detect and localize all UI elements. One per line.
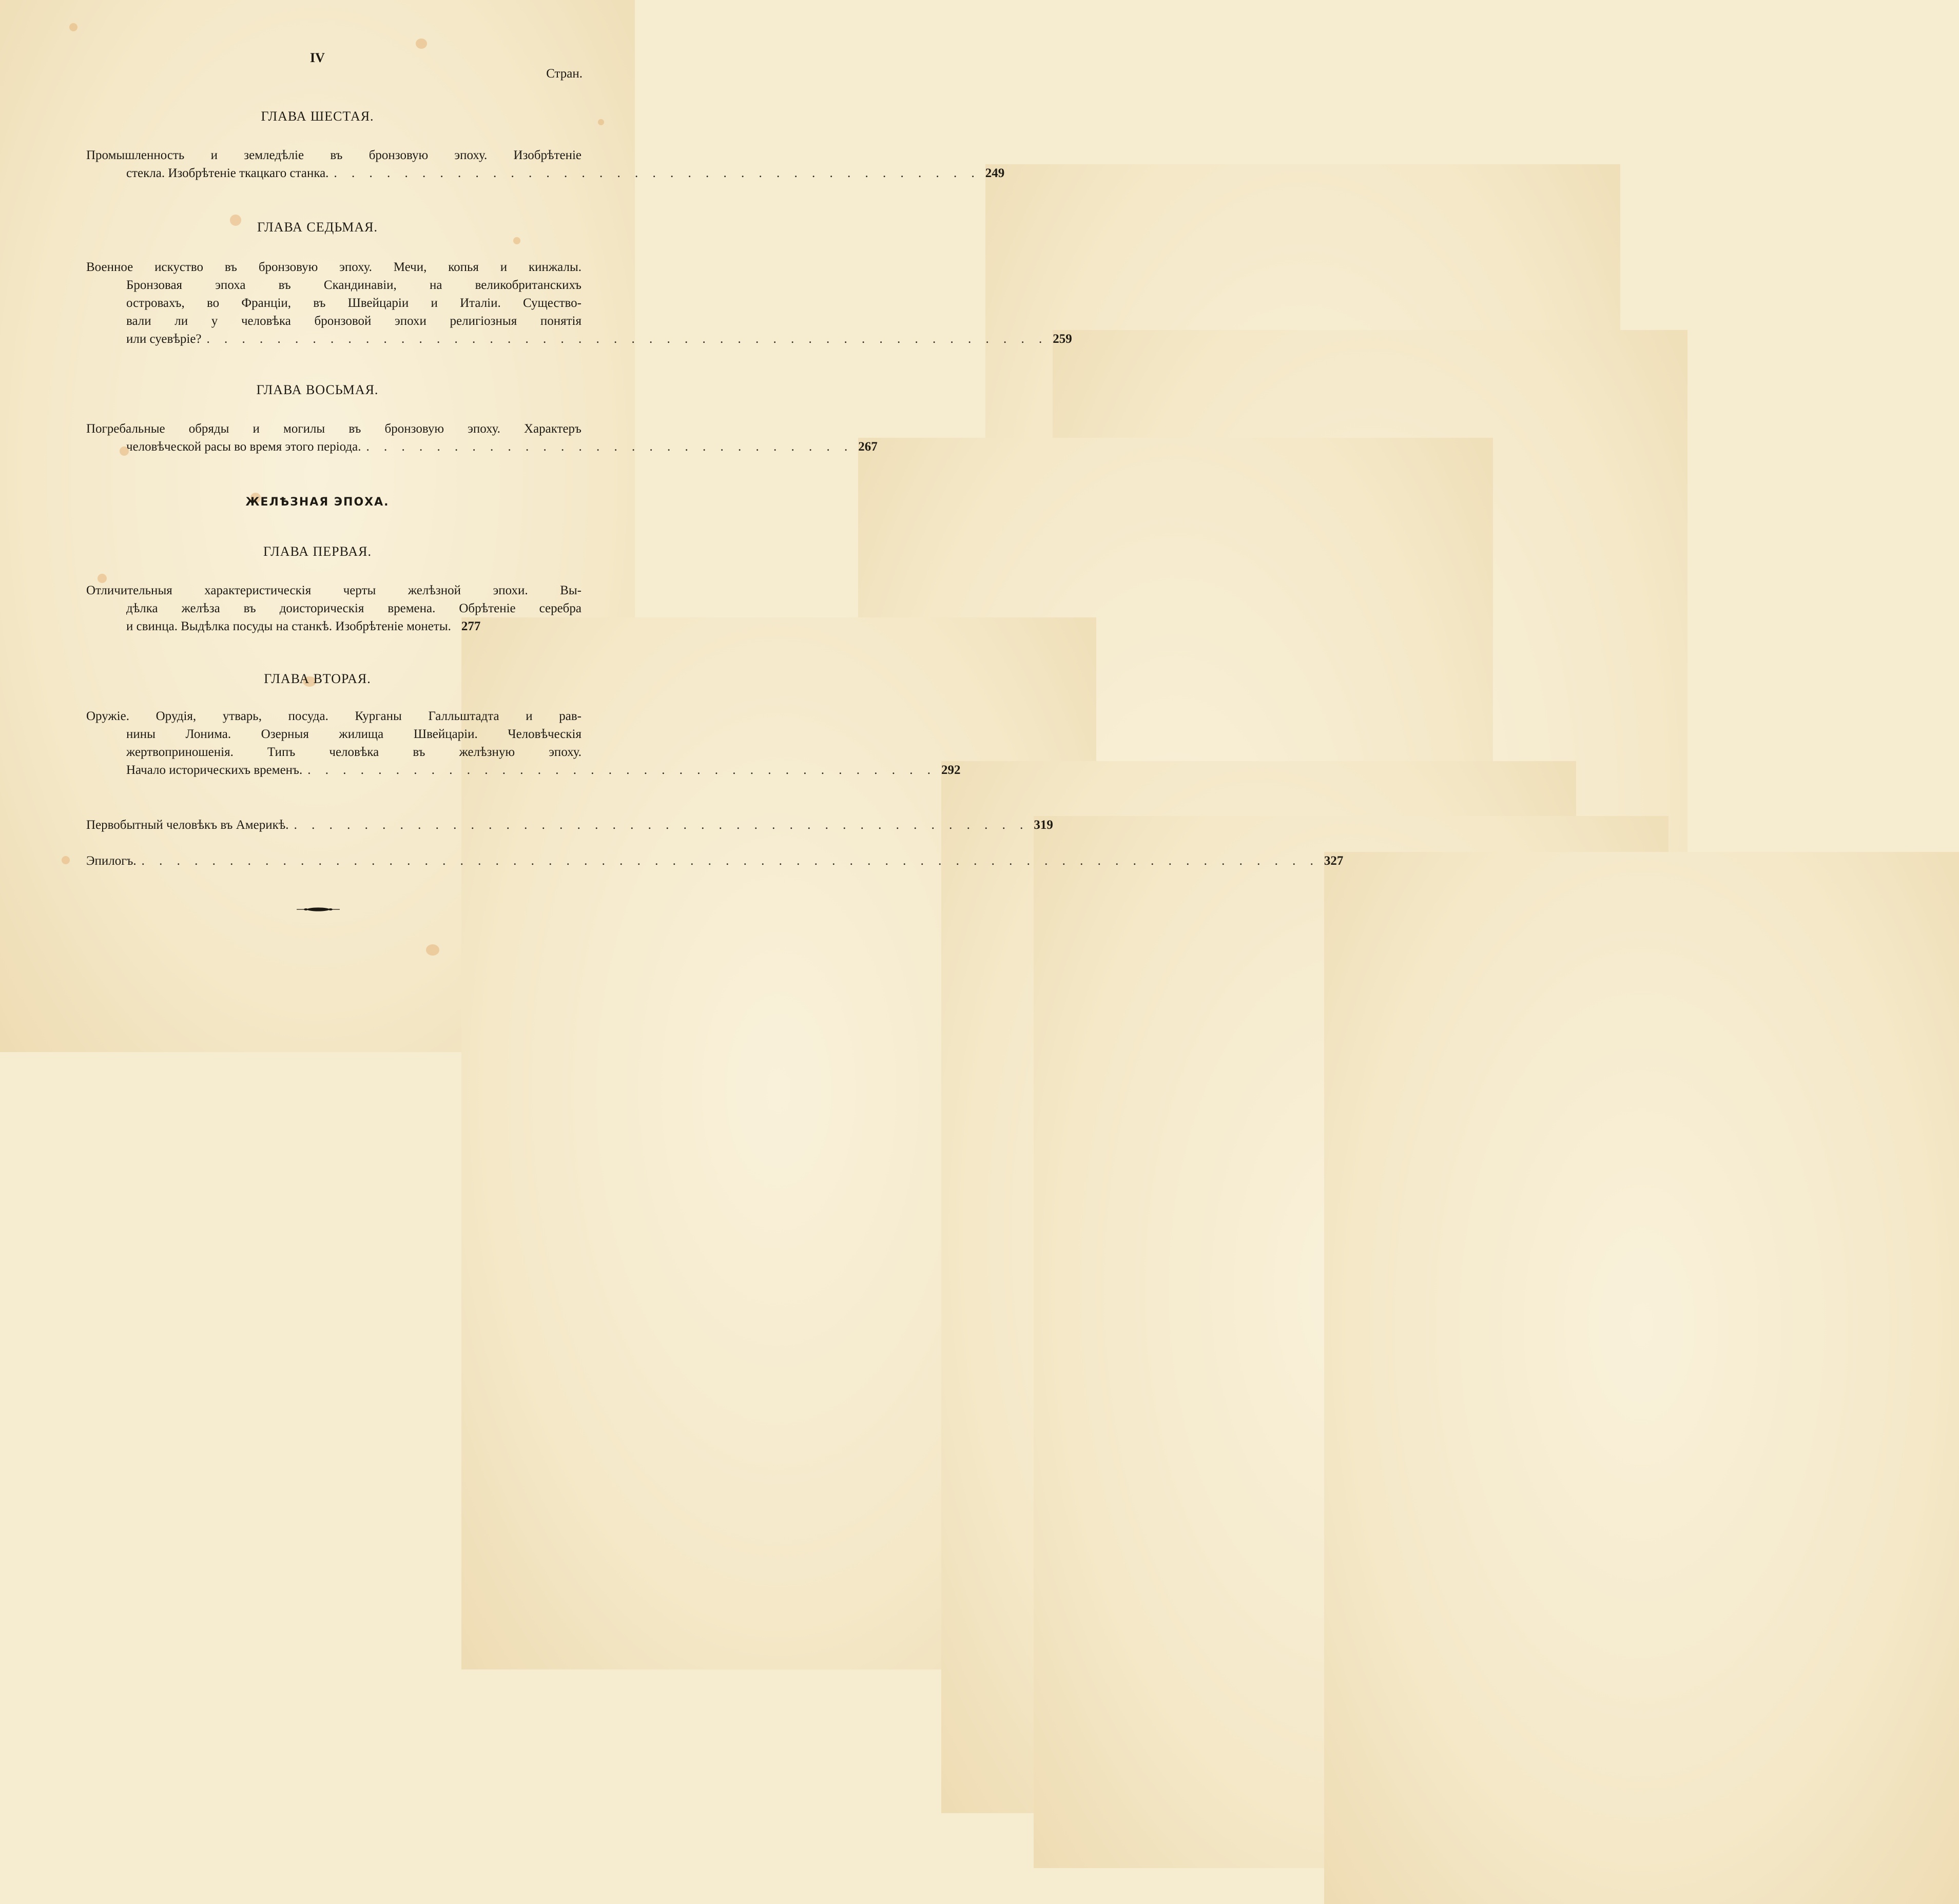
entry-last-line [86,852,1344,870]
page-ref: 249 [985,164,1620,1216]
entry-line: нины Лонима. Озерныя жилища Швейцаріи. Человѣческія [126,727,581,741]
toc-entry [86,258,1072,348]
entry-line: или суевѣріе? [126,332,202,346]
entry-line: Погребальные обряды и могилы въ бронзовую эпоху. Характеръ [86,422,581,436]
page-number: IV [310,50,325,65]
entry-last-line [86,761,961,779]
ornament-divider [297,907,340,912]
dot-leader: . . . . . . . . . . . . . . . . . . . . . . . . . . . . . . . . . . . . . [334,166,980,180]
entry-line: Эпилогъ. [86,854,137,868]
dot-leader: . . . . . . . . . . . . . . . . . . . . . . . . . . . . . . . . . . . . . . . . . . . . . . . . [206,332,1048,346]
entry-last-line [86,617,581,635]
pages-column-header: Стран. [546,67,583,81]
dot-leader: . . . . . . . . . . . . . . . . . . . . . . . . . . . . [366,440,854,454]
foxing-spot [62,856,70,864]
entry-line: дѣлка желѣза въ доисторическія времена. Обрѣтеніе серебра [126,601,581,615]
entry-line: человѣческой расы во время этого періода. [126,440,361,454]
toc-entry [86,581,581,635]
foxing-spot [69,23,77,31]
chapter-heading: ГЛАВА ШЕСТАЯ. [261,109,374,124]
entry-line: вали ли у человѣка бронзовой эпохи религіозныя понятія [126,314,581,328]
entry-line: и свинца. Выдѣлка посуды на станкѣ. Изобрѣтеніе монеты. [126,619,451,633]
entry-last-line [86,330,1072,348]
entry-line: островахъ, во Франціи, въ Швейцаріи и Италіи. Существо- [126,296,581,310]
foxing-spot [416,38,427,49]
entry-line: Военное искуство въ бронзовую эпоху. Мечи, копья и кинжалы. [86,260,581,274]
entry-line: Первобытный человѣкъ въ Америкѣ. [86,818,289,832]
section-title: ЖЕЛѢЗНАЯ ЭПОХА. [245,496,390,509]
chapter-heading: ГЛАВА ПЕРВАЯ. [263,544,372,559]
entry-line: Отличительныя характеристическія черты желѣзной эпохи. Вы- [86,584,581,597]
page-ref: 267 [858,438,1493,1490]
page-ref: 277 [461,617,1096,1669]
toc-entry [86,816,1053,834]
foxing-spot [426,944,439,956]
chapter-heading: ГЛАВА ВТОРАЯ. [264,671,371,686]
entry-line: Бронзовая эпоха въ Скандинавіи, на великобританскихъ [126,278,581,292]
book-page [0,0,1344,1052]
entry-line: стекла. Изобрѣтеніе ткацкаго станка. [126,166,329,180]
page-ref: 259 [1053,330,1688,1382]
entry-line: жертвоприношенія. Типъ человѣка въ желѣзную эпоху. [126,745,581,759]
dot-leader: . . . . . . . . . . . . . . . . . . . . . . . . . . . . . . . . . . . . [307,763,936,777]
entry-last-line [86,816,1053,834]
toc-entry [86,852,1344,870]
foxing-spot [513,237,520,244]
page-ref: 319 [1034,816,1669,1868]
entry-line: Промышленность и земледѣліе въ бронзовую эпоху. Изобрѣтеніе [86,148,581,162]
entry-last-line [86,164,1005,182]
chapter-heading: ГЛАВА СЕДЬМАЯ. [257,220,378,235]
dot-leader: . . . . . . . . . . . . . . . . . . . . . . . . . . . . . . . . . . . . . . . . . . [294,818,1029,832]
entry-last-line [86,438,878,456]
entry-line: Оружіе. Орудія, утварь, посуда. Курганы Галльштадта и рав- [86,709,581,723]
chapter-heading: ГЛАВА ВОСЬМАЯ. [256,382,379,397]
page-ref: 327 [1324,852,1959,1904]
dot-leader: . . . . . . . . . . . . . . . . . . . . . . . . . . . . . . . . . . . . . . . . . . . . . . . . . . . . . . . . . . . . . . . . . . . [141,854,1319,868]
toc-entry [86,707,961,779]
page-ref: 292 [941,761,1576,1813]
toc-entry [86,146,1005,182]
toc-entry [86,420,878,456]
entry-line: Начало историческихъ временъ. [126,763,303,777]
